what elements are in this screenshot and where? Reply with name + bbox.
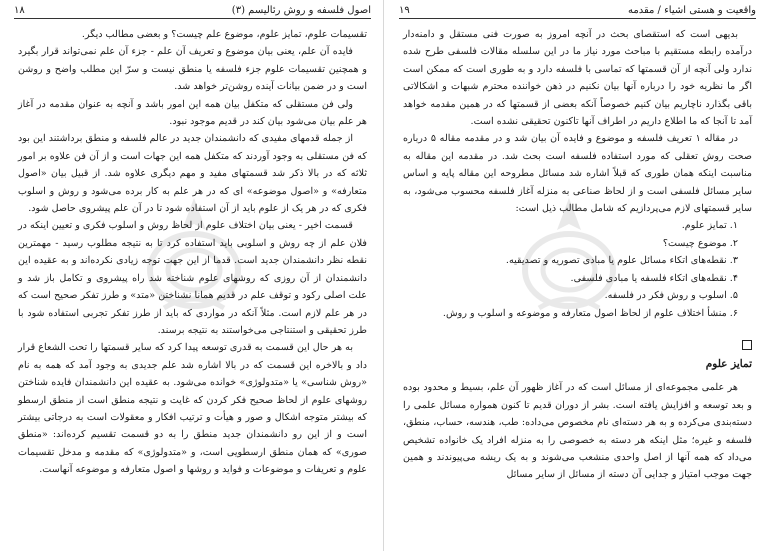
page-number: ۱۸: [14, 5, 25, 16]
header-rule: [399, 18, 756, 19]
page-number: ۱۹: [399, 5, 410, 16]
header-rule: [14, 18, 371, 19]
section-heading-block: [403, 340, 752, 373]
paragraph: از جمله قدمهای مفیدی که دانشمندان جدید در عالم فلسفه و منطق برداشتند این بود که فن مستقلی به وجود آوردند که متکفل همه این جهات است و از آن فن علاوه بر امور ثلاثه که در بالا ذکر شد قسمتهای مفید و مهم دیگری علاوه شد. از قبیل بیان «اصول متعارفه» و «اصول موضوعه» ای که در هر علم به کار برده می‌شود و روش و اسلوب فکری که در هر یک از علوم باید از آن استفاده شود تا در آن علم پیشروی حاصل شود.: [18, 133, 367, 215]
section-marker-icon: [742, 340, 752, 350]
list-item: ۱. تمایز علوم.: [681, 220, 738, 232]
page-header: [14, 5, 371, 21]
paragraph: قسمت اخیر - یعنی بیان اختلاف علوم از لحاظ روش و اسلوب فکری و تعیین اینکه در فلان علم از چه روش و اسلوبی باید استفاده کرد تا به نتیجه مطلوب رسید - مهمترین نقطه نظر دانشمندان جدید است. قدما از این جهت توجه زیادی نکرده‌اند و به عقیده این دانشمندان از آن روزی که روشهای علوم شناخته شد راه پیشروی و تکامل باز شد و علت اصلی رکود و توقف علم در قدیم همانا نشناختن «متد» و طرز تفکر صحیح است که در هر علم لازم است. مثلاً آنکه در مواردی که باید از طرز تفکر تجربی استفاده شود با طرز تحقیقی و استنتاجی می‌خواستند به نتیجه برسند.: [18, 220, 367, 336]
list-item: ۳. نقطه‌های اتکاء مسائل علوم یا مبادی تصوریه و تصدیقیه.: [505, 255, 738, 267]
page-body: [403, 26, 752, 547]
paragraph: تقسیمات علوم، تمایز علوم، موضوع علم چیست؟ و بعضی مطالب دیگر.: [81, 29, 367, 40]
paragraph: در مقاله ۱ تعریف فلسفه و موضوع و فایده آن بیان شد و در مقدمه مقاله ۵ درباره صحت روش تعقلی که مورد استفاده فلسفه است بحث شد. در مقدمه این مقاله به مناسبت اینکه همان طوری که قبلاً اشاره شد مسائل مطروحه این مقاله پایه و اساس سایر مسائل فلسفی است و از لحاظ صناعی به منزله آغاز فلسفه محسوب می‌شود، به سایر قسمتهای لازم می‌پردازیم که شامل مطالب ذیل است:: [403, 133, 752, 215]
list-item: ۲. موضوع چیست؟: [662, 237, 738, 249]
header-title: واقعیت و هستی اشیاء / مقدمه: [628, 5, 756, 16]
page-header: [399, 5, 756, 21]
section-heading: تمایز علوم: [705, 357, 752, 370]
paragraph: ولی فن مستقلی که متکفل بیان همه این امور باشد و آنچه به عنوان مقدمه در آغاز هر علم بیان می‌شود بیان کند در قدیم موجود نبود.: [18, 98, 367, 128]
right-page: [389, 0, 764, 551]
list-item: ۵. اسلوب و روش فکر در فلسفه.: [604, 290, 738, 302]
paragraph: به هر حال این قسمت به قدری توسعه پیدا کرد که سایر قسمتها را تحت الشعاع قرار داد و بالاخره این قسمت که در بالا اشاره شد علم جدیدی به وجود آمد که همه به نام «روش شناسی» یا «متدولوژی» خوانده می‌شود. به عقیده این دانشمندان فایده شناختن روشهای علوم از لحاظ صحیح فکر کردن که غایت و نتیجه منطق است از منطق ارسطو که بیشتر متوجه اشکال و صور و هیأت و ترتیب افکار و معقولات است به درجاتی بیشتر است و از این رو دانشمندان جدید منطق را به دو قسمت تقسیم کرده‌اند: «منطق صوری» که همان منطق ارسطویی است، و «متدولوژی» که مقدمه و مدخل تقسیمات علوم و تعریفات و موضوعات و فواید و روشها و اصول متعارفه و موضوعه آنهاست.: [18, 342, 367, 476]
page-body: [18, 26, 367, 547]
list-item: ۶. منشأ اختلاف علوم از لحاظ اصول متعارفه و موضوعه و اسلوب و روش.: [442, 307, 738, 319]
topics-list: [403, 217, 752, 321]
header-title: اصول فلسفه و روش رئالیسم (۳): [231, 5, 371, 16]
paragraph: هر علمی مجموعه‌ای از مسائل است که در آغاز ظهور آن علم، بسیط و محدود بوده و بعد توسعه و افزایش یافته است. بشر از دوران قدیم تا کنون همواره مسائل علمی را دسته‌بندی می‌کرده و به هر دسته‌ای نام مخصوص می‌داده: طب، هندسه، حساب، منطق، فلسفه و غیره؛ مثل اینکه هر دسته به خصوصی را به منزله افراد یک خانواده تشخیص می‌داد که همه آنها از اصل واحدی منشعب می‌شوند و به یک ریشه می‌پیوندند و همین جهت موجب امتیاز و جدایی آن دسته از مسائل از سایر مسائل: [403, 382, 752, 481]
left-page: [4, 0, 379, 551]
page-gutter: [383, 0, 384, 551]
paragraph: فایده آن علم، یعنی بیان موضوع و تعریف آن علم - جزء آن علم نمی‌تواند قرار بگیرد و همچنین تقسیمات علوم جزء فلسفه یا منطق نیست و سرّ این مطلب واضح و روشن است و در ضمن بیانات آینده روشن‌تر خواهد شد.: [18, 46, 367, 93]
paragraph: بدیهی است که استقصای بحث در آنچه امروز به صورت فنی مستقل و دامنه‌دار درآمده رابطه مستقیم با مباحث مورد نیاز ما در این سلسله مقالات فلسفی طرح شده ندارد ولی آنچه از آن قسمتها که تماسی با فلسفه دارد و به طوری است که ممکن است اگر ما نظریه خود را درباره آنها بیان نکنیم در ذهن خواننده محترم شبهات و اشکالاتی باقی بگذارد ناچاریم بیان کنیم خصوصاً آنکه بعضی از قسمتها که در همین مقدمه خواهد آمد تا آنجا که ما اطلاع داریم در اطراف آنها تاکنون تحقیقی نشده است.: [403, 29, 752, 128]
list-item: ۴. نقطه‌های اتکاء فلسفه یا مبادی فلسفی.: [570, 272, 738, 284]
